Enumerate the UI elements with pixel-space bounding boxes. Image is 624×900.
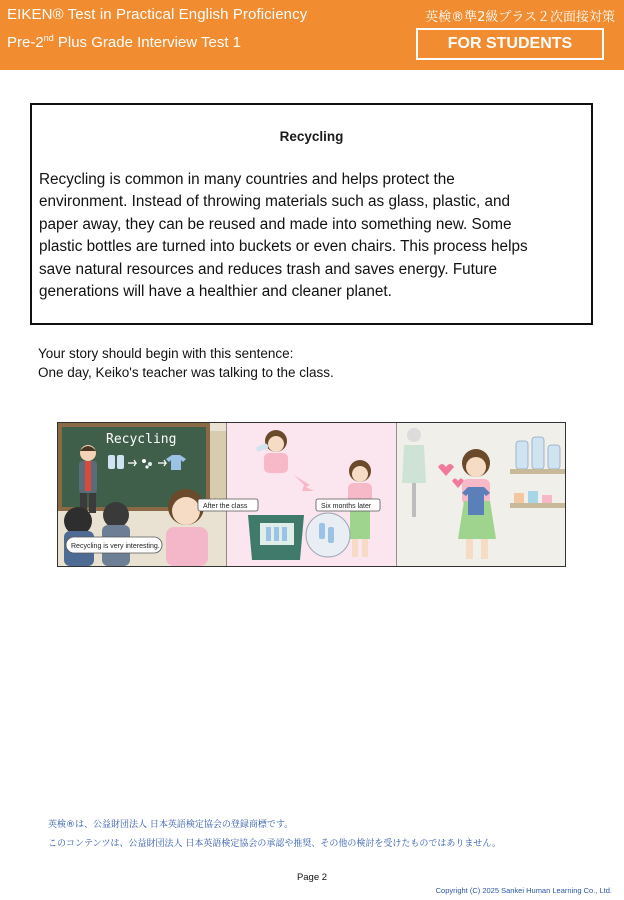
passage-body xyxy=(39,169,585,303)
story-instructions xyxy=(38,344,334,382)
passage-line: paper away, they can be reused and made into something new. Some xyxy=(39,215,512,233)
header-grade-pre: Pre-2 xyxy=(7,34,44,51)
recycling-bin-icon xyxy=(248,515,304,560)
passage-line: Recycling is common in many countries and helps protect the xyxy=(39,171,455,188)
panel-3-shop xyxy=(397,423,565,566)
speech-bubble-text: Recycling is very interesting. xyxy=(71,543,160,550)
passage-line: save natural resources and reduces trash and saves energy. Future xyxy=(39,260,498,278)
passage-title: Recycling xyxy=(279,129,344,144)
panel-1-classroom xyxy=(58,423,227,566)
header-title-line2 xyxy=(7,33,241,51)
trademark-note-line: 英検®は、公益財団法人 日本英語検定協会の登録商標です。 xyxy=(48,820,294,830)
endorsement-note-line: このコンテンツは、公益財団法人 日本英語検定協会の承認や推奨、その他の検討を受けたものではありません。 xyxy=(48,839,501,849)
caption-after-class: After the class xyxy=(203,503,248,510)
passage-line: generations will have a healthier and cleaner planet. xyxy=(39,283,392,301)
comic-strip xyxy=(57,422,566,567)
header-bar xyxy=(0,0,624,70)
header-jp-label: 英検®準2級プラス２次面接対策 xyxy=(425,10,615,25)
passage-box xyxy=(30,103,593,325)
board-text: Recycling xyxy=(106,432,177,447)
trademark-notes xyxy=(48,816,501,854)
bottle-bag-icon xyxy=(306,513,350,557)
copyright-text: Copyright (C) 2025 Sankei Human Learning Co., Ltd. xyxy=(435,886,612,895)
header-title-line1: EIKEN® Test in Practical English Proficiency xyxy=(7,6,308,23)
header-grade-post: Plus Grade Interview Test 1 xyxy=(53,34,242,51)
passage-line: environment. Instead of throwing materials such as glass, plastic, and xyxy=(39,193,511,211)
page-number: Page 2 xyxy=(296,872,328,883)
comic-illustration xyxy=(58,423,565,566)
panel-2-after-class xyxy=(198,423,397,566)
passage-line: plastic bottles are turned into buckets or even chairs. This process helps xyxy=(39,238,528,256)
instruction-first-sentence: One day, Keiko's teacher was talking to the class. xyxy=(38,365,334,380)
caption-six-months: Six months later xyxy=(321,503,372,510)
for-students-badge: FOR STUDENTS xyxy=(416,28,604,60)
instruction-line: Your story should begin with this sentence: xyxy=(38,346,294,361)
header-grade-sup: nd xyxy=(43,33,54,43)
